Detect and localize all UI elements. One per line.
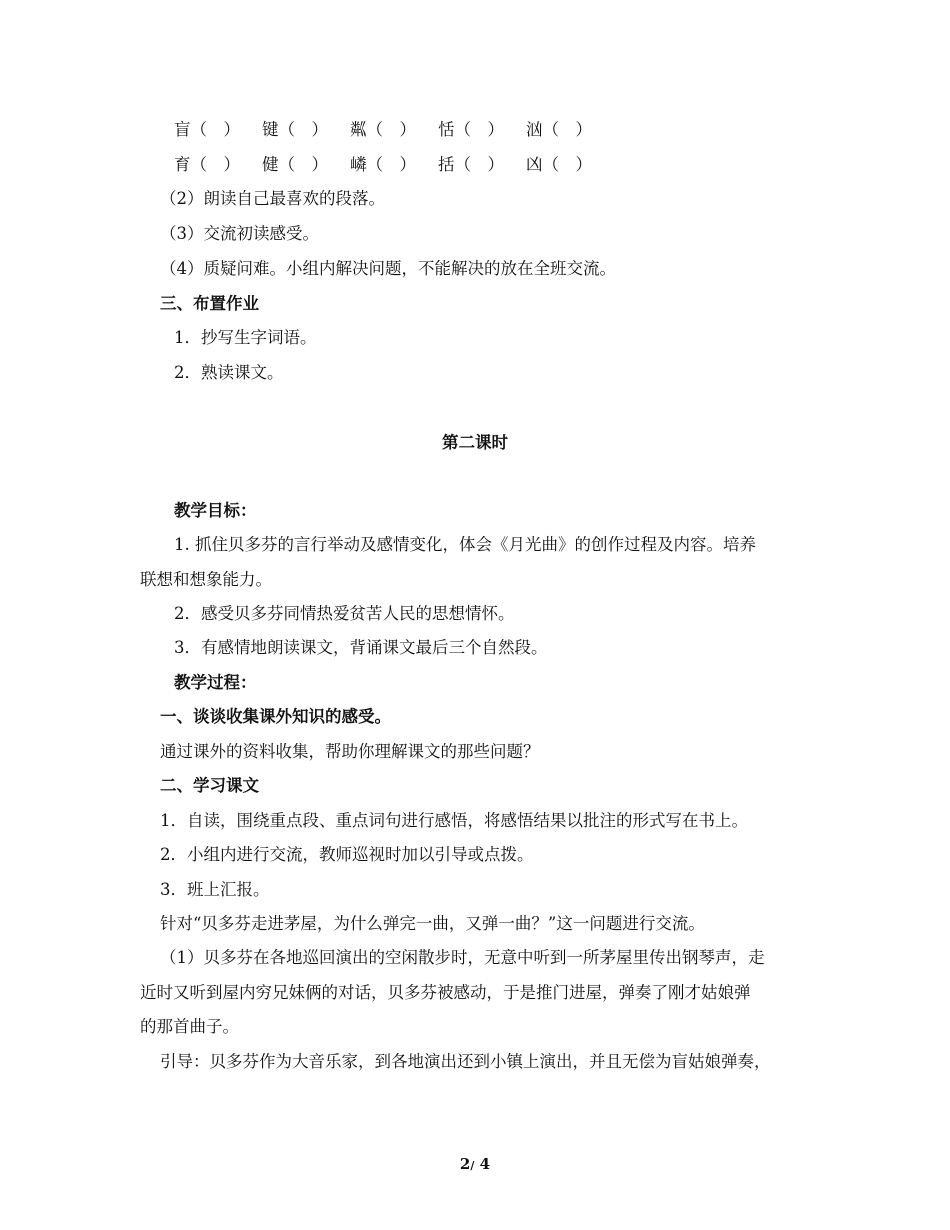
process-part-2-item-2: 2．小组内进行交流，教师巡视时加以引导或点拨。: [160, 845, 534, 864]
char-item: 健（ ）: [262, 155, 328, 174]
process-part-2-item-1: 1．自读，围绕重点段、重点词句进行感悟，将感悟结果以批注的形式写在书上。: [160, 811, 748, 830]
char-row-1: [174, 119, 614, 141]
process-part-1-heading: 一、谈谈收集课外知识的感受。: [160, 707, 391, 726]
goals-heading: 教学目标：: [174, 501, 257, 520]
char-item: 育（ ）: [174, 155, 240, 174]
page-number: [0, 1153, 950, 1177]
process-answer-line-1: （1）贝多芬在各地巡回演出的空闲散步时，无意中听到一所茅屋里传出钢琴声，走: [160, 948, 765, 967]
char-item: 键（ ）: [262, 120, 328, 139]
page-current: 2: [459, 1155, 471, 1173]
goal-1-line-1: 1. 抓住贝多芬的言行举动及感情变化，体会《月光曲》的创作过程及内容。培养: [174, 535, 756, 554]
char-item: 粼（ ）: [350, 120, 416, 139]
page-separator: /: [470, 1159, 475, 1172]
process-answer-line-3: 的那首曲子。: [140, 1017, 239, 1036]
goal-2: 2．感受贝多芬同情热爱贫苦人民的思想情怀。: [174, 604, 515, 623]
page-total: 4: [479, 1155, 491, 1173]
step-3: （3）交流初读感受。: [160, 224, 319, 243]
process-part-2-heading: 二、学习课文: [160, 776, 259, 795]
process-part-2-item-3: 3．班上汇报。: [160, 880, 270, 899]
char-item: 盲（ ）: [174, 120, 240, 139]
step-2: （2）朗读自己最喜欢的段落。: [160, 189, 385, 208]
process-answer-line-2: 近时又听到屋内穷兄妹俩的对话，贝多芬被感动，于是推门进屋，弹奏了刚才姑娘弹: [140, 983, 751, 1002]
homework-item-1: 1．抄写生字词语。: [174, 328, 317, 347]
process-heading: 教学过程：: [174, 673, 257, 692]
process-question: 针对“贝多芬走进茅屋，为什么弹完一曲，又弹一曲？”这一问题进行交流。: [160, 914, 705, 933]
goal-1-line-2: 联想和想象能力。: [140, 570, 272, 589]
char-item: 括（ ）: [438, 155, 504, 174]
process-guide-line-1: 引导：贝多芬作为大音乐家，到各地演出还到小镇上演出，并且无偿为盲姑娘弹奏，: [160, 1052, 771, 1071]
char-item: 嶙（ ）: [350, 155, 416, 174]
homework-item-2: 2．熟读课文。: [174, 363, 284, 382]
char-item: 汹（ ）: [526, 120, 592, 139]
lesson-title: 第二课时: [442, 433, 508, 452]
step-4: （4）质疑问难。小组内解决问题，不能解决的放在全班交流。: [160, 259, 616, 278]
char-item: 恬（ ）: [438, 120, 504, 139]
homework-heading: 三、布置作业: [160, 294, 259, 313]
char-item: 凶（ ）: [526, 155, 592, 174]
goal-3: 3．有感情地朗读课文，背诵课文最后三个自然段。: [174, 638, 548, 657]
process-part-1-text: 通过课外的资料收集，帮助你理解课文的那些问题？: [160, 742, 540, 761]
char-row-2: [174, 154, 614, 176]
